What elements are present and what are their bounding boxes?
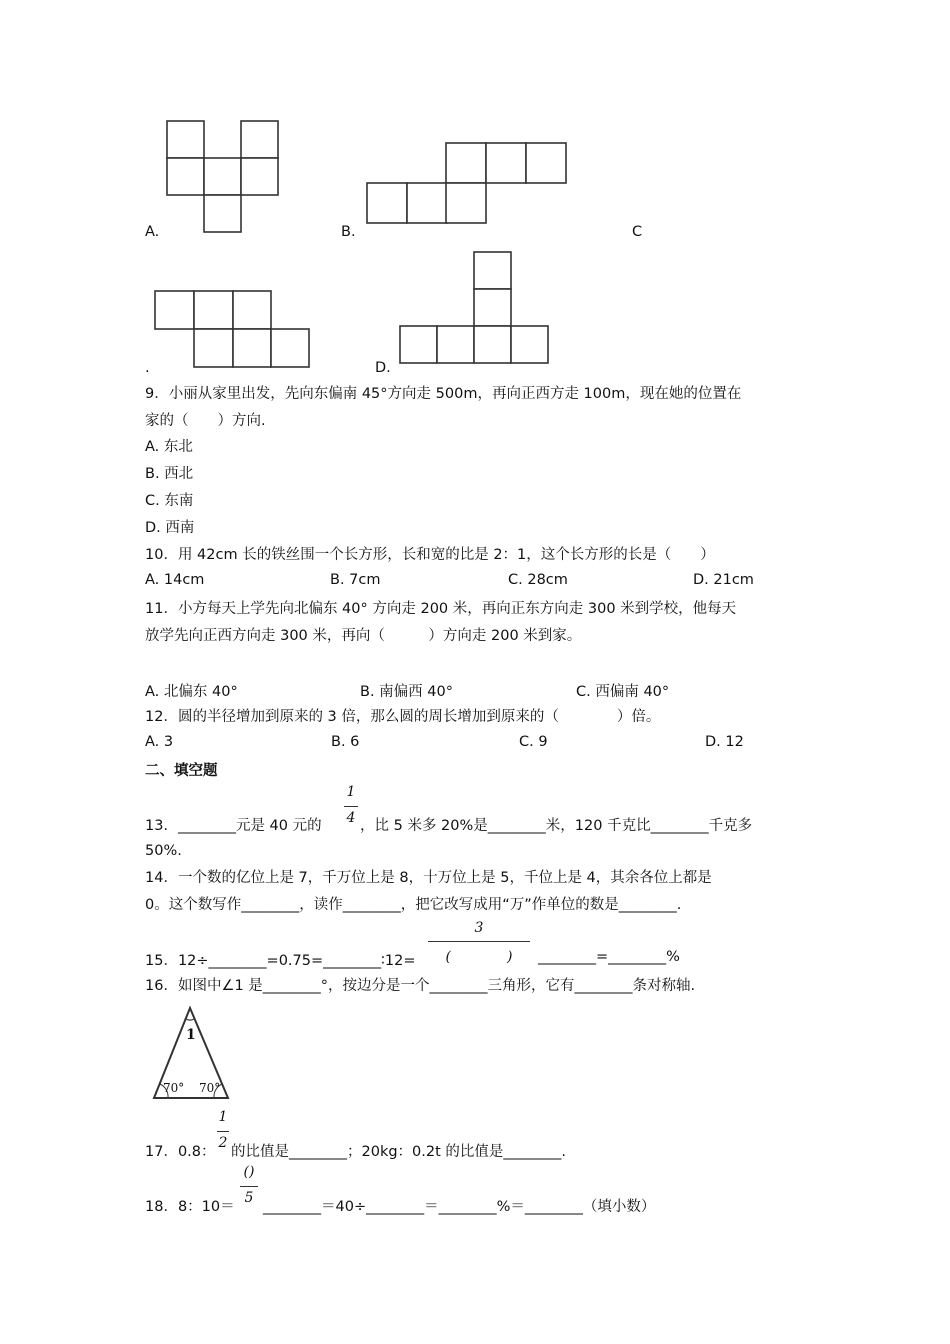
q9-option-d[interactable]: D. 西南: [145, 520, 195, 536]
q11-option-c[interactable]: C. 西偏南 40°: [576, 684, 670, 700]
option-a-label[interactable]: A.: [145, 224, 160, 240]
q11-option-a[interactable]: A. 北偏东 40°: [145, 684, 238, 700]
q13-fraction-bar: [344, 806, 358, 807]
q9-option-b[interactable]: B. 西北: [145, 466, 194, 482]
q18-fraction-denominator: 5: [244, 1190, 254, 1206]
q12-option-a[interactable]: A. 3: [145, 734, 174, 750]
isosceles-triangle-figure: [148, 1003, 238, 1107]
q13-fraction-numerator: 1: [346, 784, 356, 800]
q10-option-b[interactable]: B. 7cm: [330, 572, 381, 588]
q18-fraction-bar: [240, 1186, 258, 1187]
q14-line1: 14．一个数的亿位上是 7，千万位上是 8，十万位上是 5，千位上是 4，其余各位上都是: [145, 870, 712, 886]
q11-stem-line2: 放学先向正西方向走 300 米，再向（ ）方向走 200 米到家。: [145, 628, 582, 644]
q17-fraction-bar: [217, 1131, 229, 1132]
q15-part2: ________=________%: [538, 949, 680, 965]
q15-fraction-denominator: ( ): [445, 949, 513, 965]
q10-option-c[interactable]: C. 28cm: [508, 572, 568, 588]
triangle-base-angle-left: 70°: [163, 1081, 185, 1095]
q12-option-d[interactable]: D. 12: [705, 734, 744, 750]
q15-fraction-bar: [428, 941, 530, 942]
q14-line2: 0。这个数写作________，读作________，把它改写成用“万”作单位的数是________.: [145, 897, 682, 913]
net-a-figure: [160, 115, 285, 244]
option-d-label[interactable]: D.: [375, 360, 391, 376]
q17-part1: 17．0.8：: [145, 1144, 216, 1160]
triangle-base-angle-right: 70°: [199, 1081, 221, 1095]
q9-stem-line1: 9．小丽从家里出发，先向东偏南 45°方向走 500m，再向正西方走 100m，现在她的位置在: [145, 386, 742, 402]
q15-fraction-numerator: 3: [474, 920, 484, 936]
triangle-angle-1-label: 1: [186, 1027, 196, 1043]
option-c-label[interactable]: C: [632, 224, 643, 240]
q13-fraction-denominator: 4: [346, 810, 356, 826]
option-b-label[interactable]: B.: [341, 224, 356, 240]
net-b-figure: [360, 135, 575, 234]
q11-stem-line1: 11．小方每天上学先向北偏东 40° 方向走 200 米，再向正东方向走 300 米到学校，他每天: [145, 601, 737, 617]
q18-fraction-numerator: (): [243, 1164, 255, 1180]
q12-option-c[interactable]: C. 9: [519, 734, 548, 750]
q16-stem: 16．如图中∠1 是________°，按边分是一个________三角形，它有________条对称轴.: [145, 978, 696, 994]
q9-option-c[interactable]: C. 东南: [145, 493, 194, 509]
option-c-dot: .: [145, 360, 150, 376]
q9-stem-line2: 家的（ ）方向.: [145, 413, 266, 429]
q10-stem: 10．用 42cm 长的铁丝围一个长方形，长和宽的比是 2：1，这个长方形的长是（ ）: [145, 547, 715, 563]
q12-stem: 12．圆的半径增加到原来的 3 倍，那么圆的周长增加到原来的（ ）倍。: [145, 709, 661, 725]
q13-part2: ，比 5 米多 20%是________米，120 千克比________千克多: [360, 818, 753, 834]
q17-part2: 的比值是________；20kg：0.2t 的比值是________.: [231, 1144, 567, 1160]
q18-part1: 18．8：10＝: [145, 1199, 235, 1215]
q18-part2: ________＝40÷________＝________%＝________（填小数）: [263, 1199, 656, 1215]
section-heading-fill-in: 二、填空题: [145, 763, 218, 779]
net-c-figure: [148, 283, 318, 379]
q17-fraction-numerator: 1: [218, 1109, 228, 1125]
q17-fraction-denominator: 2: [218, 1135, 228, 1151]
q10-option-a[interactable]: A. 14cm: [145, 572, 205, 588]
q15-part1: 15．12÷________=0.75=________∶12=: [145, 953, 416, 969]
net-d-figure: [393, 245, 555, 374]
q11-option-b[interactable]: B. 南偏西 40°: [360, 684, 453, 700]
q9-option-a[interactable]: A. 东北: [145, 439, 193, 455]
q13-line2: 50%.: [145, 843, 182, 859]
q12-option-b[interactable]: B. 6: [331, 734, 360, 750]
q10-option-d[interactable]: D. 21cm: [693, 572, 754, 588]
q13-part1: 13．________元是 40 元的: [145, 818, 322, 834]
